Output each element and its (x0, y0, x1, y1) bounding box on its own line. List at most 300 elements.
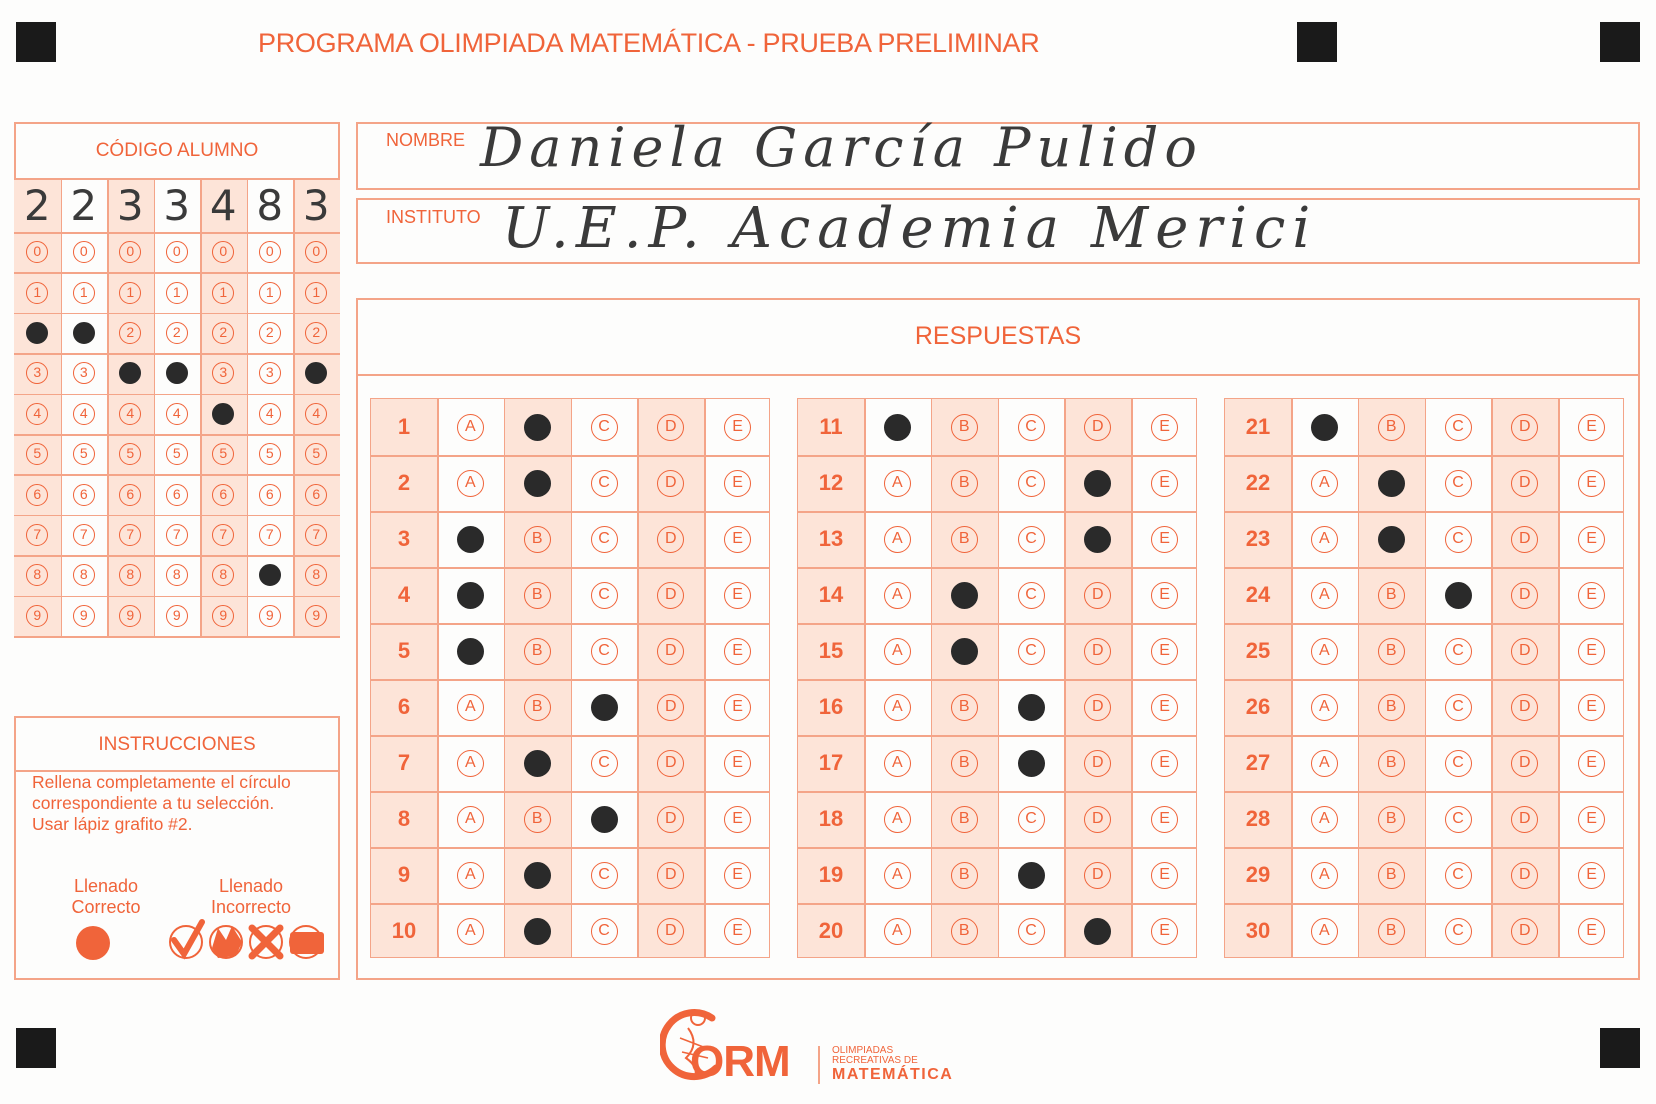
code-bubble-6[interactable]: 6 (73, 484, 95, 506)
grid-line (14, 515, 340, 517)
answer-bubble-e[interactable]: E (1151, 806, 1178, 833)
code-bubble-0[interactable]: 0 (73, 241, 95, 263)
answer-bubble-a[interactable]: A (1311, 582, 1338, 609)
registration-mark-top-right (1600, 22, 1640, 62)
answer-bubble-a[interactable]: A (457, 694, 484, 721)
registration-mark-bottom-right (1600, 1028, 1640, 1068)
answer-bubble-c[interactable]: C (1018, 806, 1045, 833)
code-bubble-5[interactable]: 5 (119, 443, 141, 465)
answer-bubble-d[interactable]: D (1511, 862, 1538, 889)
answer-bubble-a[interactable]: A (884, 694, 911, 721)
code-bubble-3[interactable]: 3 (212, 362, 234, 384)
answer-bubble-c[interactable]: C (1445, 862, 1472, 889)
answer-bubble-a[interactable]: A (457, 862, 484, 889)
code-bubble-1[interactable]: 1 (119, 282, 141, 304)
grid-line (1358, 399, 1360, 957)
divider (356, 374, 1640, 376)
grid-line (14, 555, 340, 557)
code-bubble-7[interactable]: 7 (73, 524, 95, 546)
answer-bubble-d[interactable]: D (1084, 638, 1111, 665)
code-bubble-0[interactable]: 0 (212, 241, 234, 263)
answer-bubble-e[interactable]: E (1151, 862, 1178, 889)
code-bubble-8[interactable]: 8 (26, 564, 48, 586)
code-bubble-6[interactable]: 6 (212, 484, 234, 506)
answer-bubble-a[interactable]: A (457, 750, 484, 777)
answer-bubble-c[interactable]: C (1018, 526, 1045, 553)
answer-bubble-a[interactable] (457, 582, 484, 609)
logo-text (832, 1046, 953, 1084)
answer-bubble-b[interactable]: B (524, 526, 551, 553)
answer-bubble-c[interactable]: C (1018, 918, 1045, 945)
answer-bubble-a[interactable]: A (884, 470, 911, 497)
code-bubble-1[interactable]: 1 (73, 282, 95, 304)
code-bubble-4[interactable] (212, 403, 234, 425)
answer-bubble-c[interactable]: C (1445, 694, 1472, 721)
answer-bubble-e[interactable]: E (1578, 918, 1605, 945)
registration-mark-bottom-left (16, 1028, 56, 1068)
logo-divider (818, 1046, 820, 1084)
code-bubble-7[interactable]: 7 (259, 524, 281, 546)
answer-bubble-c[interactable]: C (1445, 638, 1472, 665)
code-bubble-5[interactable]: 5 (26, 443, 48, 465)
answer-bubble-a[interactable]: A (457, 918, 484, 945)
code-bubble-9[interactable]: 9 (212, 605, 234, 627)
answer-bubble-e[interactable]: E (724, 862, 751, 889)
answer-bubble-e[interactable]: E (724, 918, 751, 945)
answer-bubble-a[interactable]: A (457, 470, 484, 497)
code-bubble-3[interactable]: 3 (259, 362, 281, 384)
answer-bubble-c[interactable]: C (591, 750, 618, 777)
answer-bubble-a[interactable]: A (457, 414, 484, 441)
answer-table (1224, 398, 1624, 958)
answer-bubble-d[interactable]: D (1511, 694, 1538, 721)
code-bubble-7[interactable]: 7 (119, 524, 141, 546)
question-number: 5 (397, 638, 411, 663)
code-bubble-5[interactable]: 5 (305, 443, 327, 465)
code-bubble-2[interactable]: 2 (119, 322, 141, 344)
answer-bubble-d[interactable]: D (1511, 582, 1538, 609)
question-number: 25 (1245, 638, 1271, 663)
question-number: 4 (397, 582, 411, 607)
answer-bubble-c[interactable]: C (1445, 414, 1472, 441)
answer-bubble-e[interactable]: E (1578, 638, 1605, 665)
question-number: 1 (397, 414, 411, 439)
answer-bubble-d[interactable]: D (1511, 918, 1538, 945)
answer-bubble-d[interactable]: D (1084, 694, 1111, 721)
answer-bubble-c[interactable] (591, 806, 618, 833)
answer-bubble-b[interactable]: B (524, 582, 551, 609)
code-bubble-7[interactable]: 7 (26, 524, 48, 546)
answer-bubble-b[interactable] (951, 582, 978, 609)
answer-bubble-c[interactable]: C (591, 470, 618, 497)
answer-bubble-d[interactable] (1084, 526, 1111, 553)
logo-mark: ORM (690, 1037, 790, 1086)
logo-text-line: RECREATIVAS DE (832, 1055, 918, 1066)
code-bubble-9[interactable]: 9 (305, 605, 327, 627)
code-bubble-0[interactable]: 0 (305, 241, 327, 263)
code-bubble-0[interactable]: 0 (166, 241, 188, 263)
code-bubble-9[interactable]: 9 (26, 605, 48, 627)
instructions-line: Rellena completamente el círculo (32, 772, 291, 792)
answer-bubble-c[interactable]: C (591, 638, 618, 665)
answer-bubble-e[interactable]: E (1151, 918, 1178, 945)
grid-line (864, 399, 866, 957)
code-bubble-8[interactable]: 8 (212, 564, 234, 586)
answer-bubble-d[interactable]: D (1511, 638, 1538, 665)
answer-bubble-d[interactable]: D (1511, 526, 1538, 553)
answer-bubble-c[interactable]: C (1018, 470, 1045, 497)
code-bubble-2[interactable]: 2 (212, 322, 234, 344)
code-bubble-4[interactable]: 4 (73, 403, 95, 425)
answer-bubble-e[interactable]: E (1151, 638, 1178, 665)
answer-bubble-e[interactable]: E (1578, 694, 1605, 721)
answer-bubble-c[interactable] (591, 694, 618, 721)
code-bubble-2[interactable] (26, 322, 48, 344)
question-number: 16 (818, 694, 844, 719)
answer-bubble-a[interactable]: A (1311, 638, 1338, 665)
logo-text-line: MATEMÁTICA (832, 1066, 954, 1083)
scribble-fill-icon (290, 926, 324, 958)
answer-bubble-d[interactable]: D (1084, 806, 1111, 833)
grid-line (1131, 399, 1133, 957)
code-bubble-2[interactable]: 2 (166, 322, 188, 344)
answer-bubble-b[interactable]: B (951, 470, 978, 497)
answer-bubble-d[interactable]: D (1084, 750, 1111, 777)
code-bubble-9[interactable]: 9 (259, 605, 281, 627)
answer-bubble-d[interactable]: D (657, 526, 684, 553)
question-number: 15 (818, 638, 844, 663)
code-bubble-6[interactable]: 6 (305, 484, 327, 506)
code-handwritten-digit: 3 (302, 181, 330, 230)
code-bubble-7[interactable]: 7 (166, 524, 188, 546)
code-column (107, 180, 154, 636)
code-column (247, 180, 294, 636)
code-bubble-6[interactable]: 6 (259, 484, 281, 506)
answer-bubble-d[interactable]: D (657, 694, 684, 721)
answer-bubble-d[interactable]: D (1511, 750, 1538, 777)
name-handwritten: Daniela García Pulido (480, 116, 1203, 179)
answer-bubble-d[interactable]: D (657, 638, 684, 665)
question-number: 13 (818, 526, 844, 551)
question-number: 26 (1245, 694, 1271, 719)
grid-line (1291, 399, 1293, 957)
code-column (14, 180, 61, 636)
grid-line (14, 313, 340, 315)
answer-bubble-a[interactable]: A (1311, 806, 1338, 833)
answer-bubble-d[interactable]: D (657, 414, 684, 441)
answer-bubble-e[interactable]: E (724, 806, 751, 833)
question-number: 14 (818, 582, 844, 607)
grid-line (107, 180, 109, 636)
answer-bubble-d[interactable]: D (1084, 414, 1111, 441)
instructions-line: Usar lápiz grafito #2. (32, 814, 193, 834)
answer-bubble-c[interactable]: C (591, 526, 618, 553)
answer-bubble-b[interactable] (524, 862, 551, 889)
answer-bubble-b[interactable] (951, 638, 978, 665)
answer-bubble-b[interactable]: B (524, 638, 551, 665)
answer-bubble-b[interactable]: B (951, 806, 978, 833)
answer-bubble-d[interactable]: D (1084, 582, 1111, 609)
code-bubble-5[interactable]: 5 (73, 443, 95, 465)
code-bubble-8[interactable]: 8 (166, 564, 188, 586)
answer-bubble-b[interactable]: B (1378, 694, 1405, 721)
answer-bubble-d[interactable]: D (1511, 806, 1538, 833)
answer-bubble-e[interactable]: E (1151, 582, 1178, 609)
code-handwritten-digit: 8 (256, 181, 284, 230)
code-bubble-2[interactable]: 2 (259, 322, 281, 344)
answer-bubble-a[interactable]: A (884, 638, 911, 665)
answer-bubble-b[interactable]: B (951, 694, 978, 721)
answer-bubble-e[interactable]: E (1578, 806, 1605, 833)
code-bubble-1[interactable]: 1 (166, 282, 188, 304)
code-handwritten-digit: 2 (23, 181, 51, 230)
grid-line (571, 399, 573, 957)
grid-line (14, 353, 340, 355)
answer-bubble-c[interactable]: C (1445, 470, 1472, 497)
answer-bubble-e[interactable]: E (1151, 526, 1178, 553)
answer-bubble-c[interactable]: C (1018, 638, 1045, 665)
code-bubble-3[interactable] (305, 362, 327, 384)
code-bubble-6[interactable]: 6 (26, 484, 48, 506)
code-bubble-1[interactable]: 1 (26, 282, 48, 304)
answer-bubble-b[interactable]: B (1378, 582, 1405, 609)
code-bubble-7[interactable]: 7 (212, 524, 234, 546)
answer-bubble-a[interactable]: A (884, 582, 911, 609)
code-bubble-9[interactable]: 9 (166, 605, 188, 627)
code-bubble-4[interactable]: 4 (119, 403, 141, 425)
answer-table (370, 398, 770, 958)
code-bubble-0[interactable]: 0 (259, 241, 281, 263)
answer-bubble-e[interactable]: E (1578, 414, 1605, 441)
code-bubble-1[interactable]: 1 (212, 282, 234, 304)
incorrect-fill-label (186, 876, 316, 918)
answer-bubble-b[interactable]: B (951, 862, 978, 889)
grid-line (437, 399, 439, 957)
answer-bubble-a[interactable]: A (457, 806, 484, 833)
code-bubble-5[interactable]: 5 (166, 443, 188, 465)
answer-bubble-b[interactable] (524, 750, 551, 777)
answer-bubble-c[interactable] (1018, 862, 1045, 889)
answer-bubble-c[interactable] (1445, 582, 1472, 609)
student-code-title: CÓDIGO ALUMNO (95, 140, 259, 161)
institute-label: INSTITUTO (386, 207, 481, 227)
answer-bubble-b[interactable]: B (1378, 750, 1405, 777)
answer-bubble-a[interactable]: A (1311, 918, 1338, 945)
code-bubble-4[interactable]: 4 (26, 403, 48, 425)
code-bubble-2[interactable] (73, 322, 95, 344)
answer-bubble-b[interactable]: B (951, 414, 978, 441)
code-bubble-9[interactable]: 9 (73, 605, 95, 627)
code-bubble-8[interactable]: 8 (305, 564, 327, 586)
logo-text-line: OLIMPIADAS (832, 1045, 894, 1056)
answer-bubble-e[interactable]: E (724, 582, 751, 609)
answers-title: RESPUESTAS (914, 322, 1082, 350)
question-number: 27 (1245, 750, 1271, 775)
answer-bubble-b[interactable]: B (1378, 638, 1405, 665)
code-bubble-2[interactable]: 2 (305, 322, 327, 344)
answer-bubble-d[interactable]: D (657, 862, 684, 889)
answer-bubble-b[interactable]: B (524, 806, 551, 833)
answer-bubble-a[interactable]: A (884, 806, 911, 833)
code-column (154, 180, 201, 636)
code-bubble-8[interactable]: 8 (119, 564, 141, 586)
grid-line (61, 180, 63, 636)
question-number: 22 (1245, 470, 1271, 495)
answer-bubble-b[interactable] (524, 918, 551, 945)
code-bubble-9[interactable]: 9 (119, 605, 141, 627)
code-bubble-0[interactable]: 0 (26, 241, 48, 263)
answer-bubble-c[interactable]: C (1445, 918, 1472, 945)
question-number: 30 (1245, 918, 1271, 943)
answer-bubble-a[interactable] (457, 526, 484, 553)
answer-bubble-b[interactable]: B (1378, 862, 1405, 889)
answer-bubble-a[interactable]: A (884, 918, 911, 945)
answer-bubble-b[interactable]: B (951, 750, 978, 777)
correct-fill-label (46, 876, 166, 918)
answer-bubble-d[interactable]: D (657, 750, 684, 777)
code-bubble-8[interactable] (259, 564, 281, 586)
answer-bubble-b[interactable]: B (951, 918, 978, 945)
question-number: 3 (397, 526, 411, 551)
code-bubble-8[interactable]: 8 (73, 564, 95, 586)
code-bubble-3[interactable] (119, 362, 141, 384)
answer-bubble-e[interactable]: E (724, 470, 751, 497)
answer-bubble-e[interactable]: E (724, 526, 751, 553)
grid-line (931, 399, 933, 957)
answer-bubble-c[interactable] (1018, 750, 1045, 777)
code-bubble-4[interactable]: 4 (166, 403, 188, 425)
question-number: 18 (818, 806, 844, 831)
answer-bubble-e[interactable]: E (1578, 526, 1605, 553)
answer-bubble-a[interactable]: A (1311, 526, 1338, 553)
answer-bubble-e[interactable]: E (724, 694, 751, 721)
code-column (61, 180, 108, 636)
answer-bubble-c[interactable]: C (1018, 414, 1045, 441)
answer-bubble-e[interactable]: E (1151, 414, 1178, 441)
answer-bubble-b[interactable]: B (1378, 918, 1405, 945)
question-number: 28 (1245, 806, 1271, 831)
answer-bubble-d[interactable]: D (1511, 414, 1538, 441)
answer-bubble-c[interactable]: C (1445, 806, 1472, 833)
answer-bubble-e[interactable]: E (724, 750, 751, 777)
question-number: 29 (1245, 862, 1271, 887)
answer-bubble-c[interactable]: C (1018, 582, 1045, 609)
legend-line: Incorrecto (210, 897, 292, 917)
code-bubble-1[interactable]: 1 (259, 282, 281, 304)
grid-line (637, 399, 639, 957)
question-number: 20 (818, 918, 844, 943)
answer-bubble-a[interactable]: A (884, 526, 911, 553)
code-bubble-4[interactable]: 4 (305, 403, 327, 425)
code-bubble-7[interactable]: 7 (305, 524, 327, 546)
legend-line: Llenado (218, 876, 284, 896)
answer-bubble-c[interactable]: C (1445, 526, 1472, 553)
answer-bubble-d[interactable]: D (657, 582, 684, 609)
question-number: 8 (397, 806, 411, 831)
answer-bubble-a[interactable] (1311, 414, 1338, 441)
instructions-box (14, 716, 340, 980)
answer-bubble-e[interactable]: E (1578, 582, 1605, 609)
answer-bubble-d[interactable]: D (1511, 470, 1538, 497)
code-bubble-5[interactable]: 5 (212, 443, 234, 465)
answer-bubble-c[interactable]: C (591, 414, 618, 441)
answer-bubble-a[interactable] (457, 638, 484, 665)
question-number: 21 (1245, 414, 1271, 439)
answer-bubble-b[interactable]: B (951, 526, 978, 553)
answer-bubble-e[interactable]: E (1578, 470, 1605, 497)
code-bubble-1[interactable]: 1 (305, 282, 327, 304)
answer-bubble-a[interactable]: A (1311, 470, 1338, 497)
code-handwritten-digit: 3 (116, 181, 144, 230)
answer-bubble-a[interactable]: A (884, 862, 911, 889)
answer-bubble-e[interactable]: E (724, 638, 751, 665)
answer-bubble-c[interactable]: C (591, 918, 618, 945)
answer-bubble-a[interactable]: A (1311, 694, 1338, 721)
code-column (293, 180, 340, 636)
answer-bubble-e[interactable]: E (1578, 750, 1605, 777)
answer-bubble-d[interactable]: D (657, 470, 684, 497)
answer-bubble-c[interactable]: C (591, 862, 618, 889)
answer-bubble-c[interactable]: C (591, 582, 618, 609)
code-bubble-6[interactable]: 6 (119, 484, 141, 506)
answer-bubble-c[interactable]: C (1445, 750, 1472, 777)
code-handwritten-digit: 4 (209, 181, 237, 230)
answer-bubble-a[interactable] (884, 414, 911, 441)
code-bubble-3[interactable]: 3 (73, 362, 95, 384)
answer-bubble-b[interactable] (1378, 526, 1405, 553)
answer-bubble-d[interactable] (1084, 470, 1111, 497)
question-number: 9 (397, 862, 411, 887)
answer-bubble-e[interactable]: E (1578, 862, 1605, 889)
answer-bubble-a[interactable]: A (1311, 750, 1338, 777)
answer-bubble-e[interactable]: E (1151, 470, 1178, 497)
legend-line: Llenado (73, 876, 139, 896)
code-bubble-3[interactable] (166, 362, 188, 384)
code-bubble-5[interactable]: 5 (259, 443, 281, 465)
answer-bubble-d[interactable] (1084, 918, 1111, 945)
code-handwritten-digit: 2 (70, 181, 98, 230)
answer-bubble-a[interactable]: A (884, 750, 911, 777)
answer-bubble-a[interactable]: A (1311, 862, 1338, 889)
answer-bubble-c[interactable] (1018, 694, 1045, 721)
answer-bubble-d[interactable]: D (1084, 862, 1111, 889)
answer-bubble-b[interactable]: B (1378, 806, 1405, 833)
answer-bubble-b[interactable] (524, 470, 551, 497)
grid-line (293, 180, 295, 636)
code-bubble-3[interactable]: 3 (26, 362, 48, 384)
registration-mark-top-center (1297, 22, 1337, 62)
grid-line (14, 394, 340, 396)
grid-line (1425, 399, 1427, 957)
code-bubble-6[interactable]: 6 (166, 484, 188, 506)
code-bubble-4[interactable]: 4 (259, 403, 281, 425)
answer-bubble-b[interactable]: B (1378, 414, 1405, 441)
grid-line (14, 232, 340, 234)
answer-bubble-d[interactable]: D (657, 918, 684, 945)
answer-bubble-e[interactable]: E (1151, 750, 1178, 777)
name-label: NOMBRE (386, 130, 466, 150)
answer-bubble-d[interactable]: D (657, 806, 684, 833)
answer-bubble-e[interactable]: E (1151, 694, 1178, 721)
grid-line (14, 474, 340, 476)
answer-bubble-b[interactable] (524, 414, 551, 441)
answer-table (797, 398, 1197, 958)
x-mark-icon (250, 926, 282, 958)
answer-bubble-b[interactable] (1378, 470, 1405, 497)
answer-bubble-b[interactable]: B (524, 694, 551, 721)
answer-bubble-e[interactable]: E (724, 414, 751, 441)
code-bubble-0[interactable]: 0 (119, 241, 141, 263)
